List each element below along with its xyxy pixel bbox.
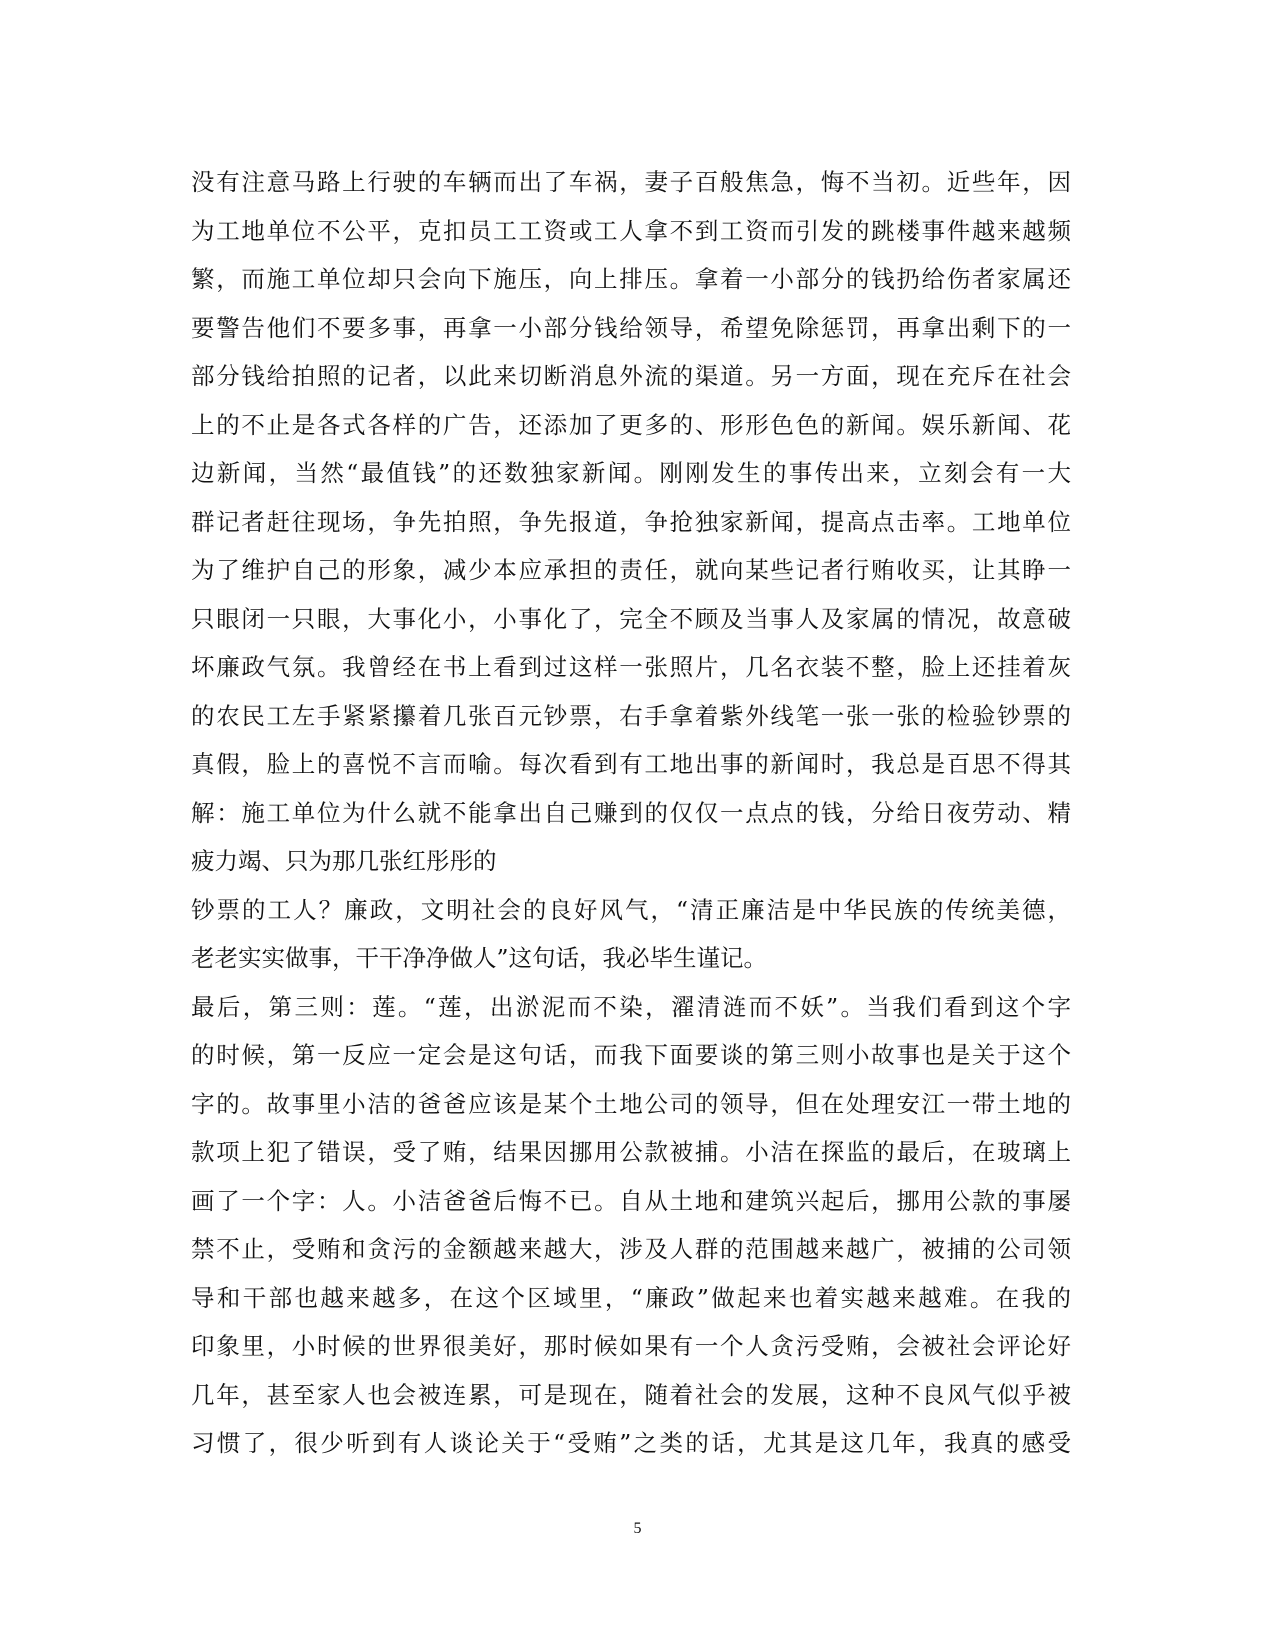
text-line: 上的不止是各式各样的广告，还添加了更多的、形形色色的新闻。娱乐新闻、花: [191, 410, 1071, 439]
text-line: 几年，甚至家人也会被连累，可是现在，随着社会的发展，这种不良风气似乎被: [191, 1380, 1071, 1409]
text-line: 没有注意马路上行驶的车辆而出了车祸，妻子百般焦急，悔不当初。近些年，因: [191, 168, 1071, 196]
text-line: 为了维护自己的形象，减少本应承担的责任，就向某些记者行贿收买，让其睁一: [191, 556, 1071, 584]
text-line: 群记者赶往现场，争先拍照，争先报道，争抢独家新闻，提高点击率。工地单位: [191, 507, 1071, 536]
text-line: 习惯了，很少听到有人谈论关于“受贿”之类的话，尤其是这几年，我真的感受: [191, 1429, 1071, 1457]
text-line: 要警告他们不要多事，再拿一小部分钱给领导，希望免除惩罚，再拿出剩下的一: [191, 313, 1071, 342]
text-line: 老老实实做事，干干净净做人”这句话，我必毕生谨记。: [191, 944, 768, 972]
text-line: 款项上犯了错误，受了贿，结果因挪用公款被捕。小洁在探监的最后，在玻璃上: [191, 1138, 1071, 1166]
text-line: 禁不止，受贿和贪污的金额越来越大，涉及人群的范围越来越广，被捕的公司领: [191, 1235, 1071, 1263]
text-line: 为工地单位不公平，克扣员工工资或工人拿不到工资而引发的跳楼事件越来越频: [191, 216, 1071, 245]
text-line: 钞票的工人？廉政，文明社会的良好风气，“清正廉洁是中华民族的传统美德，: [191, 895, 1071, 924]
text-line: 的时候，第一反应一定会是这句话，而我下面要谈的第三则小故事也是关于这个: [191, 1041, 1071, 1069]
text-line: 印象里，小时候的世界很美好，那时候如果有一个人贪污受贿，会被社会评论好: [191, 1332, 1071, 1360]
text-line: 部分钱给拍照的记者，以此来切断消息外流的渠道。另一方面，现在充斥在社会: [191, 362, 1071, 390]
text-line: 画了一个字：人。小洁爸爸后悔不已。自从土地和建筑兴起后，挪用公款的事屡: [191, 1186, 1071, 1215]
text-line: 疲力竭、只为那几张红彤彤的: [191, 847, 497, 875]
page-number: 5: [633, 1520, 642, 1537]
text-line: 的农民工左手紧紧攥着几张百元钞票，右手拿着紫外线笔一张一张的检验钞票的: [191, 701, 1071, 730]
text-line: 边新闻，当然“最值钱”的还数独家新闻。刚刚发生的事传出来，立刻会有一大: [191, 459, 1071, 487]
text-line: 繁，而施工单位却只会向下施压，向上排压。拿着一小部分的钱扔给伤者家属还: [191, 265, 1071, 293]
text-line: 只眼闭一只眼，大事化小，小事化了，完全不顾及当事人及家属的情况，故意破: [191, 604, 1071, 633]
text-line: 字的。故事里小洁的爸爸应该是某个土地公司的领导，但在处理安江一带土地的: [191, 1089, 1071, 1118]
text-line: 解：施工单位为什么就不能拿出自己赚到的仅仅一点点的钱，分给日夜劳动、精: [191, 798, 1071, 827]
text-line: 导和干部也越来越多，在这个区域里，“廉政”做起来也着实越来越难。在我的: [191, 1283, 1071, 1312]
text-line: 真假，脸上的喜悦不言而喻。每次看到有工地出事的新闻时，我总是百思不得其: [191, 750, 1071, 778]
body-text: [191, 158, 1071, 1468]
text-line: 坏廉政气氛。我曾经在书上看到过这样一张照片，几名衣装不整，脸上还挂着灰: [191, 653, 1071, 681]
text-line: 最后，第三则：莲。“莲，出淤泥而不染，濯清涟而不妖”。当我们看到这个字: [191, 992, 1071, 1021]
